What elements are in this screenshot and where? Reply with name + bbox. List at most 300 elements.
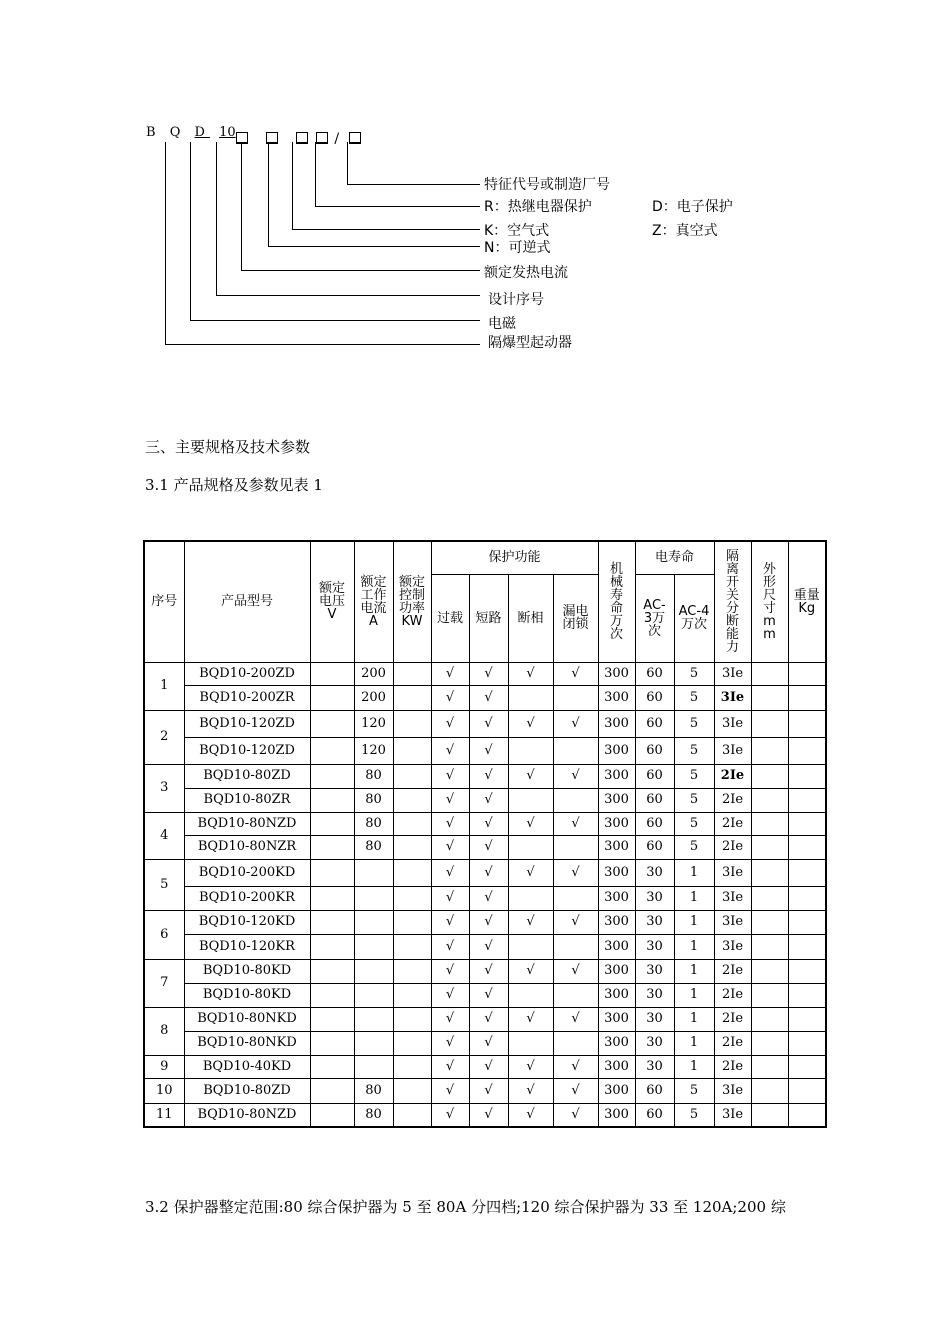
table-row — [144, 886, 826, 910]
cell-isolate: 3Ie — [714, 934, 751, 959]
cell-voltage — [310, 710, 354, 737]
cell-phase: √ — [508, 959, 553, 983]
header-seq: 序号 — [144, 541, 184, 662]
cell-isolate: 2Ie — [714, 835, 751, 859]
cell-mech: 300 — [598, 685, 635, 710]
header-model: 产品型号 — [184, 541, 310, 662]
leader-hline — [292, 229, 480, 230]
cell-phase — [508, 934, 553, 959]
cell-model: BQD10-80NZR — [184, 835, 310, 859]
cell-weight — [788, 859, 826, 886]
cell-leak: √ — [553, 1078, 598, 1103]
cell-ac4: 1 — [674, 1031, 714, 1055]
cell-overload: √ — [431, 788, 469, 812]
cell-leak — [553, 983, 598, 1007]
cell-voltage — [310, 685, 354, 710]
cell-voltage — [310, 1031, 354, 1055]
leader-hline — [216, 295, 480, 296]
cell-ac3: 60 — [635, 1103, 674, 1127]
cell-power — [393, 737, 431, 764]
leader-vline — [347, 142, 348, 184]
cell-overload: √ — [431, 710, 469, 737]
cell-power — [393, 812, 431, 835]
cell-ac3: 30 — [635, 886, 674, 910]
cell-seq: 3 — [144, 764, 184, 812]
cell-isolate: 2Ie — [714, 1055, 751, 1078]
cell-overload: √ — [431, 812, 469, 835]
code-box-current — [236, 132, 248, 144]
header-current-text: 额定工作电流A — [360, 574, 387, 629]
section-subtitle: 3.1 产品规格及参数见表 1 — [145, 476, 323, 494]
cell-short: √ — [469, 764, 508, 788]
cell-dims — [751, 737, 788, 764]
cell-short: √ — [469, 835, 508, 859]
cell-ac3: 60 — [635, 685, 674, 710]
cell-ac4: 1 — [674, 859, 714, 886]
cell-model: BQD10-200ZD — [184, 662, 310, 685]
cell-overload: √ — [431, 886, 469, 910]
cell-dims — [751, 835, 788, 859]
header-weight — [788, 541, 826, 662]
table-row — [144, 934, 826, 959]
cell-power — [393, 886, 431, 910]
cell-model: BQD10-120KD — [184, 910, 310, 934]
cell-ac4: 5 — [674, 685, 714, 710]
leader-hline — [315, 206, 480, 207]
header-current — [354, 541, 393, 662]
code-placeholder-boxes — [236, 128, 361, 147]
cell-phase: √ — [508, 812, 553, 835]
cell-isolate: 3Ie — [714, 886, 751, 910]
cell-voltage — [310, 1078, 354, 1103]
cell-leak — [553, 934, 598, 959]
footer-paragraph: 3.2 保护器整定范围:80 综合保护器为 5 至 80A 分四档;120 综合保护器为 33 至 120A;200 综 — [145, 1198, 786, 1216]
cell-short: √ — [469, 983, 508, 1007]
header-protection: 保护功能 — [431, 541, 598, 574]
cell-seq: 2 — [144, 710, 184, 764]
header-mech — [598, 541, 635, 662]
header-ac3 — [635, 574, 674, 662]
cell-ac4: 1 — [674, 886, 714, 910]
table-row — [144, 788, 826, 812]
cell-weight — [788, 685, 826, 710]
cell-power — [393, 788, 431, 812]
label-air: K：空气式 — [484, 223, 550, 239]
cell-current: 80 — [354, 1103, 393, 1127]
cell-ac3: 60 — [635, 764, 674, 788]
cell-ac3: 30 — [635, 983, 674, 1007]
cell-weight — [788, 1031, 826, 1055]
cell-leak — [553, 886, 598, 910]
cell-voltage — [310, 788, 354, 812]
cell-model: BQD10-80KD — [184, 959, 310, 983]
cell-model: BQD10-120KR — [184, 934, 310, 959]
cell-short: √ — [469, 812, 508, 835]
cell-phase — [508, 1031, 553, 1055]
cell-model: BQD10-80ZD — [184, 1078, 310, 1103]
leader-vline — [216, 142, 217, 295]
cell-ac4: 5 — [674, 788, 714, 812]
cell-ac3: 30 — [635, 934, 674, 959]
cell-overload: √ — [431, 685, 469, 710]
cell-short: √ — [469, 886, 508, 910]
cell-current — [354, 910, 393, 934]
cell-power — [393, 1078, 431, 1103]
code-letter-q: Q — [169, 125, 186, 140]
cell-ac4: 1 — [674, 910, 714, 934]
cell-mech: 300 — [598, 737, 635, 764]
cell-short: √ — [469, 1055, 508, 1078]
cell-voltage — [310, 835, 354, 859]
header-dims — [751, 541, 788, 662]
cell-power — [393, 983, 431, 1007]
table-row — [144, 685, 826, 710]
cell-seq: 9 — [144, 1055, 184, 1078]
cell-power — [393, 662, 431, 685]
cell-power — [393, 1031, 431, 1055]
cell-isolate: 3Ie — [714, 859, 751, 886]
label-rated-current: 额定发热电流 — [484, 265, 568, 281]
cell-phase: √ — [508, 764, 553, 788]
cell-isolate: 3Ie — [714, 685, 751, 710]
cell-mech: 300 — [598, 710, 635, 737]
cell-isolate: 2Ie — [714, 764, 751, 788]
cell-phase: √ — [508, 1055, 553, 1078]
cell-current: 120 — [354, 737, 393, 764]
cell-voltage — [310, 910, 354, 934]
cell-voltage — [310, 737, 354, 764]
cell-leak — [553, 1031, 598, 1055]
cell-short: √ — [469, 910, 508, 934]
cell-dims — [751, 934, 788, 959]
cell-current — [354, 886, 393, 910]
cell-dims — [751, 662, 788, 685]
cell-dims — [751, 1103, 788, 1127]
cell-overload: √ — [431, 835, 469, 859]
cell-current — [354, 1055, 393, 1078]
code-letter-b: B — [146, 125, 161, 140]
cell-short: √ — [469, 737, 508, 764]
cell-short: √ — [469, 934, 508, 959]
cell-isolate: 3Ie — [714, 910, 751, 934]
cell-mech: 300 — [598, 764, 635, 788]
label-thermal-relay: R：热继电器保护 — [484, 199, 592, 215]
cell-ac4: 5 — [674, 737, 714, 764]
cell-leak — [553, 685, 598, 710]
cell-short: √ — [469, 1007, 508, 1031]
cell-ac3: 30 — [635, 1007, 674, 1031]
header-dims-text: 外形尺寸mm — [762, 561, 776, 642]
table-row — [144, 812, 826, 835]
cell-phase: √ — [508, 662, 553, 685]
cell-seq: 1 — [144, 662, 184, 710]
cell-current: 80 — [354, 1078, 393, 1103]
label-reversible: N：可逆式 — [484, 240, 551, 256]
cell-power — [393, 959, 431, 983]
cell-ac3: 60 — [635, 788, 674, 812]
cell-ac4: 1 — [674, 1007, 714, 1031]
cell-power — [393, 1055, 431, 1078]
cell-overload: √ — [431, 1007, 469, 1031]
code-letter-d: D — [194, 125, 210, 140]
cell-model: BQD10-120ZD — [184, 710, 310, 737]
cell-mech: 300 — [598, 1055, 635, 1078]
cell-overload: √ — [431, 1055, 469, 1078]
cell-weight — [788, 737, 826, 764]
cell-isolate: 2Ie — [714, 959, 751, 983]
cell-current — [354, 1031, 393, 1055]
cell-dims — [751, 1007, 788, 1031]
cell-overload: √ — [431, 1103, 469, 1127]
cell-ac4: 1 — [674, 983, 714, 1007]
header-leak-text: 漏电闭锁 — [562, 604, 589, 632]
cell-mech: 300 — [598, 1031, 635, 1055]
cell-ac4: 5 — [674, 662, 714, 685]
cell-mech: 300 — [598, 1007, 635, 1031]
table-row — [144, 983, 826, 1007]
header-ac3-text: AC-3万次 — [643, 597, 666, 639]
leader-vline — [292, 142, 293, 229]
cell-voltage — [310, 812, 354, 835]
leader-hline — [165, 344, 480, 345]
code-number: 10 — [219, 125, 236, 140]
cell-dims — [751, 812, 788, 835]
cell-power — [393, 1103, 431, 1127]
cell-ac3: 30 — [635, 859, 674, 886]
cell-mech: 300 — [598, 934, 635, 959]
cell-short: √ — [469, 685, 508, 710]
cell-voltage — [310, 1103, 354, 1127]
cell-ac4: 1 — [674, 1055, 714, 1078]
header-row — [144, 541, 826, 574]
cell-model: BQD10-80ZD — [184, 764, 310, 788]
leader-hline — [347, 184, 480, 185]
code-box-protection — [316, 132, 328, 144]
label-design-seq: 设计序号 — [488, 292, 544, 308]
cell-overload: √ — [431, 959, 469, 983]
code-box-feature — [349, 132, 361, 144]
cell-mech: 300 — [598, 835, 635, 859]
cell-short: √ — [469, 662, 508, 685]
label-electromagnetic: 电磁 — [488, 316, 516, 332]
cell-phase: √ — [508, 1007, 553, 1031]
cell-model: BQD10-200KR — [184, 886, 310, 910]
cell-model: BQD10-200KD — [184, 859, 310, 886]
cell-weight — [788, 1078, 826, 1103]
leader-hline — [241, 270, 480, 271]
table-row — [144, 959, 826, 983]
cell-current: 120 — [354, 710, 393, 737]
cell-phase: √ — [508, 710, 553, 737]
table-row — [144, 1031, 826, 1055]
cell-dims — [751, 859, 788, 886]
header-isolate-text: 隔离开关分断能力 — [725, 548, 739, 655]
cell-current: 200 — [354, 662, 393, 685]
cell-short: √ — [469, 1103, 508, 1127]
cell-model: BQD10-80NZD — [184, 1103, 310, 1127]
cell-dims — [751, 910, 788, 934]
cell-model: BQD10-120ZD — [184, 737, 310, 764]
cell-current: 80 — [354, 835, 393, 859]
cell-isolate: 2Ie — [714, 788, 751, 812]
cell-current: 80 — [354, 812, 393, 835]
cell-phase: √ — [508, 859, 553, 886]
cell-leak: √ — [553, 812, 598, 835]
code-slash: / — [334, 131, 340, 147]
header-voltage-text: 额定电压V — [318, 581, 345, 623]
cell-seq: 6 — [144, 910, 184, 959]
cell-voltage — [310, 959, 354, 983]
cell-isolate: 2Ie — [714, 983, 751, 1007]
spec-table — [143, 540, 827, 1128]
cell-phase: √ — [508, 1078, 553, 1103]
code-dash: - — [235, 125, 241, 140]
cell-dims — [751, 959, 788, 983]
label-explosion-proof: 隔爆型起动器 — [488, 335, 572, 351]
header-isolate — [714, 541, 751, 662]
cell-dims — [751, 1078, 788, 1103]
cell-isolate: 2Ie — [714, 812, 751, 835]
cell-short: √ — [469, 1078, 508, 1103]
cell-voltage — [310, 1055, 354, 1078]
cell-power — [393, 934, 431, 959]
cell-leak — [553, 835, 598, 859]
table-row — [144, 737, 826, 764]
cell-short: √ — [469, 959, 508, 983]
leader-hline — [268, 246, 480, 247]
cell-overload: √ — [431, 910, 469, 934]
cell-current: 200 — [354, 685, 393, 710]
table-row — [144, 764, 826, 788]
cell-voltage — [310, 662, 354, 685]
cell-ac4: 5 — [674, 1103, 714, 1127]
label-feature-code: 特征代号或制造厂号 — [484, 177, 610, 193]
cell-isolate: 3Ie — [714, 710, 751, 737]
header-phase: 断相 — [508, 574, 553, 662]
leader-vline — [241, 142, 242, 270]
header-power — [393, 541, 431, 662]
header-short: 短路 — [469, 574, 508, 662]
header-ac4-text: AC-4万次 — [678, 604, 710, 632]
cell-phase — [508, 788, 553, 812]
cell-leak: √ — [553, 662, 598, 685]
cell-leak: √ — [553, 1055, 598, 1078]
cell-seq: 10 — [144, 1078, 184, 1103]
header-leak — [553, 574, 598, 662]
cell-phase: √ — [508, 910, 553, 934]
cell-voltage — [310, 934, 354, 959]
cell-model: BQD10-80NKD — [184, 1031, 310, 1055]
cell-overload: √ — [431, 859, 469, 886]
table-row — [144, 1078, 826, 1103]
cell-leak: √ — [553, 959, 598, 983]
cell-dims — [751, 886, 788, 910]
cell-ac3: 60 — [635, 662, 674, 685]
cell-dims — [751, 788, 788, 812]
cell-phase — [508, 983, 553, 1007]
cell-ac4: 5 — [674, 1078, 714, 1103]
cell-model: BQD10-80NKD — [184, 1007, 310, 1031]
cell-weight — [788, 835, 826, 859]
cell-leak: √ — [553, 1007, 598, 1031]
cell-seq: 7 — [144, 959, 184, 1007]
cell-ac3: 30 — [635, 1031, 674, 1055]
cell-dims — [751, 764, 788, 788]
table-row — [144, 710, 826, 737]
header-ac4 — [674, 574, 714, 662]
cell-voltage — [310, 886, 354, 910]
cell-ac4: 5 — [674, 710, 714, 737]
cell-model: BQD10-80NZD — [184, 812, 310, 835]
cell-ac3: 60 — [635, 1078, 674, 1103]
cell-ac4: 1 — [674, 934, 714, 959]
leader-hline — [190, 320, 480, 321]
cell-ac3: 30 — [635, 910, 674, 934]
cell-dims — [751, 1031, 788, 1055]
cell-voltage — [310, 764, 354, 788]
header-weight-text: 重量Kg — [793, 587, 820, 616]
cell-ac3: 60 — [635, 710, 674, 737]
cell-phase: √ — [508, 1103, 553, 1127]
cell-ac4: 5 — [674, 835, 714, 859]
cell-dims — [751, 685, 788, 710]
cell-leak: √ — [553, 910, 598, 934]
cell-mech: 300 — [598, 983, 635, 1007]
cell-ac4: 5 — [674, 764, 714, 788]
cell-mech: 300 — [598, 1103, 635, 1127]
cell-isolate: 2Ie — [714, 1031, 751, 1055]
header-overload: 过载 — [431, 574, 469, 662]
cell-current — [354, 859, 393, 886]
table-row — [144, 910, 826, 934]
cell-overload: √ — [431, 983, 469, 1007]
header-elec: 电寿命 — [635, 541, 714, 574]
cell-power — [393, 835, 431, 859]
cell-mech: 300 — [598, 859, 635, 886]
cell-power — [393, 859, 431, 886]
cell-ac4: 1 — [674, 959, 714, 983]
cell-leak: √ — [553, 859, 598, 886]
cell-seq: 11 — [144, 1103, 184, 1127]
cell-mech: 300 — [598, 788, 635, 812]
cell-mech: 300 — [598, 812, 635, 835]
table-row — [144, 1055, 826, 1078]
cell-voltage — [310, 859, 354, 886]
cell-phase — [508, 685, 553, 710]
cell-power — [393, 685, 431, 710]
cell-dims — [751, 1055, 788, 1078]
cell-model: BQD10-200ZR — [184, 685, 310, 710]
cell-mech: 300 — [598, 886, 635, 910]
leader-vline — [165, 142, 166, 344]
cell-short: √ — [469, 859, 508, 886]
cell-dims — [751, 983, 788, 1007]
cell-overload: √ — [431, 764, 469, 788]
table-row — [144, 1007, 826, 1031]
cell-weight — [788, 886, 826, 910]
cell-weight — [788, 959, 826, 983]
cell-isolate: 3Ie — [714, 662, 751, 685]
cell-current — [354, 934, 393, 959]
label-vacuum: Z：真空式 — [652, 223, 718, 239]
cell-weight — [788, 788, 826, 812]
cell-model: BQD10-40KD — [184, 1055, 310, 1078]
cell-isolate: 2Ie — [714, 1007, 751, 1031]
cell-weight — [788, 710, 826, 737]
cell-isolate: 3Ie — [714, 1103, 751, 1127]
cell-short: √ — [469, 788, 508, 812]
cell-leak: √ — [553, 710, 598, 737]
